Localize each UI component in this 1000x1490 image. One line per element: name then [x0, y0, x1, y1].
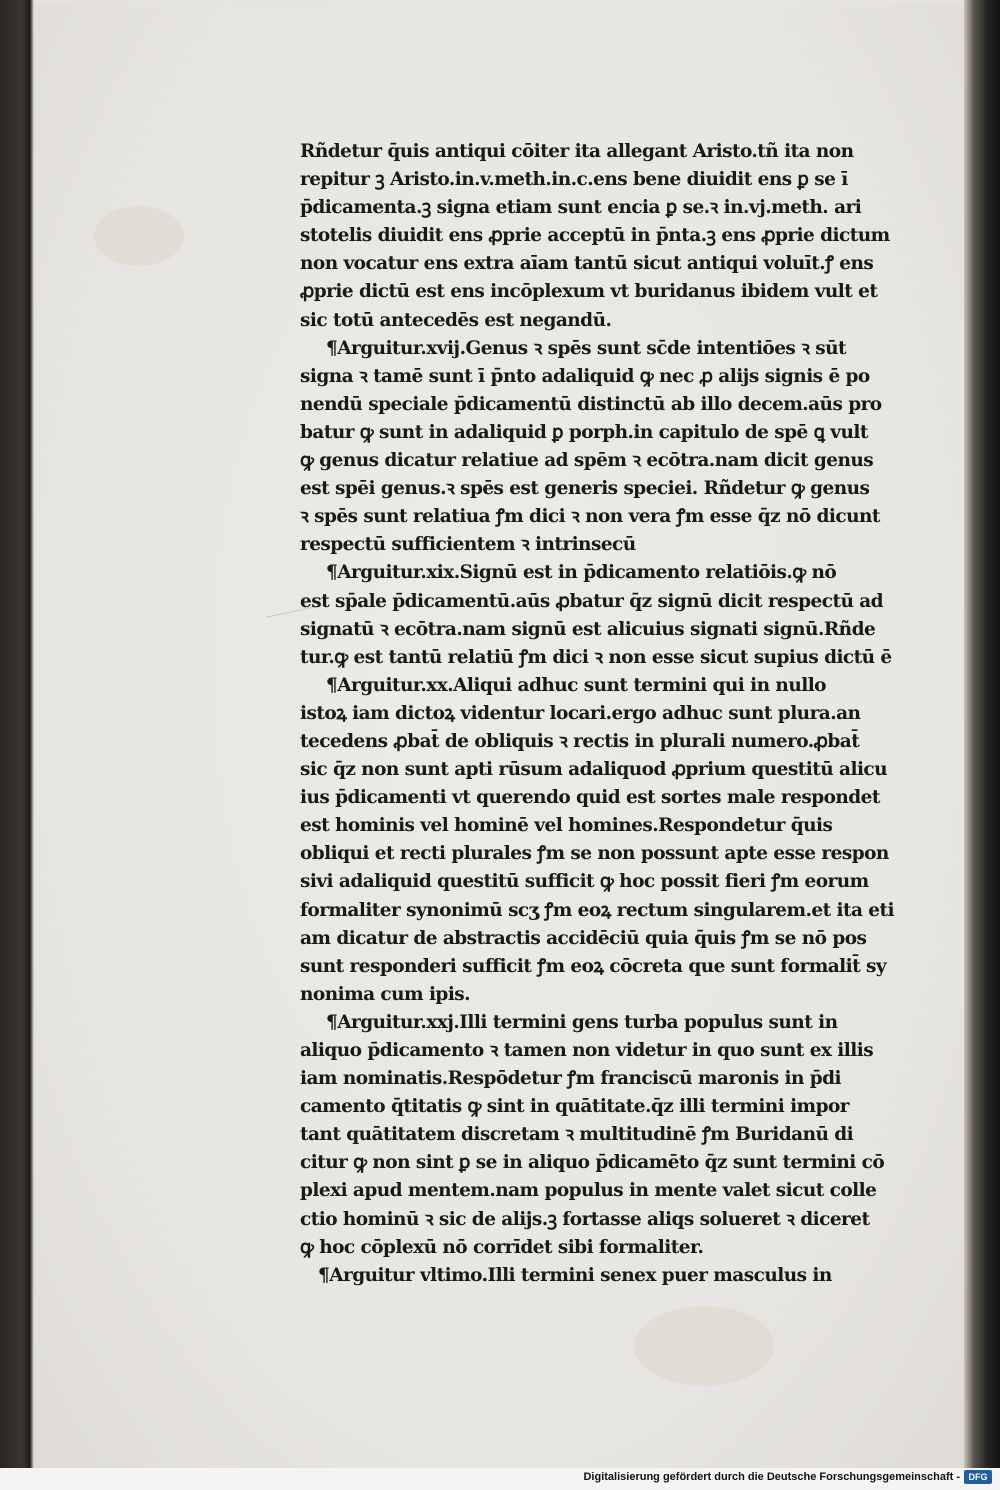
text-line: istoꝝ iam dictoꝝ videntur locari.ergo adhuc sunt plura.an: [300, 702, 861, 724]
text-line: obliqui et recti plurales ꝭm se non possunt apte esse respon: [300, 843, 889, 865]
text-line: ꝛ spēs sunt relatiua ꝭm dici ꝛ non vera ꝭm esse q̄z nō dicunt: [300, 506, 880, 528]
text-line: stotelis diuidit ens ꝓprie acceptū in p̄nta.ꝫ ens ꝓprie dictum: [300, 225, 890, 247]
text-line: est hominis vel hominē vel homines.Respondetur q̄uis: [300, 815, 833, 837]
text-line: sic totū antecedēs est negandū.: [300, 309, 612, 331]
text-line: est sp̄ale p̄dicamentū.aūs ꝓbatur q̄z signū dicit respectū ad: [300, 590, 884, 612]
page-stain: [634, 1306, 774, 1386]
text-line: sivi adaliquid questitū sufficit ꝙ hoc possit fieri ꝭm eorum: [300, 871, 869, 893]
text-line: ꝙ genus dicatur relatiue ad spēm ꝛ ecōtra.nam dicit genus: [300, 450, 874, 472]
text-line: ¶Arguitur.xix.Signū est in p̄dicamento relatiōis.ꝙ nō: [326, 562, 837, 584]
text-line: citur ꝙ non sint ꝑ se in aliquo p̄dicamēto q̄z sunt termini cō: [300, 1152, 885, 1174]
text-line: Rñdetur q̄uis antiqui cōiter ita allegant Aristo.tñ ita non: [300, 141, 854, 162]
text-line: camento q̄titatis ꝙ sint in quātitate.q̄z illi termini impor: [300, 1096, 849, 1118]
text-line: respectū sufficientem ꝛ intrinsecū: [300, 534, 636, 556]
page-edge-shadow: [964, 0, 1000, 1470]
text-column: [300, 138, 912, 1290]
text-line: signatū ꝛ ecōtra.nam signū est alicuius signati signū.Rñde: [300, 618, 876, 640]
text-line: non vocatur ens extra aīam tantū sicut antiqui voluīt.ꝭ ens: [300, 253, 874, 275]
text-line: tant quātitatem discretam ꝛ multitudinē ꝭm Buridanū di: [300, 1124, 854, 1146]
text-line: ctio hominū ꝛ sic de alijs.ꝫ fortasse aliqs solueret ꝛ diceret: [300, 1208, 870, 1230]
text-line: ꝓprie dictū est ens incōplexum vt buridanus ibidem vult et: [300, 281, 878, 303]
text-line: sunt responderi sufficit ꝭm eoꝝ cōcreta que sunt formalit̄ sy: [300, 955, 887, 977]
text-line: ꝙ hoc cōplexū nō corrīdet sibi formaliter.: [300, 1236, 704, 1258]
text-line: aliquo p̄dicamento ꝛ tamen non videtur in quo sunt ex illis: [300, 1040, 874, 1061]
text-line: sic q̄z non sunt apti rūsum adaliquod ꝓprium questitū alicu: [300, 759, 888, 781]
text-line: ius p̄dicamenti vt querendo quid est sortes male respondet: [300, 787, 880, 809]
dfg-logo: DFG: [964, 1470, 992, 1484]
text-line: ¶Arguitur.xx.Aliqui adhuc sunt termini qui in nullo: [326, 674, 826, 696]
text-line: am dicatur de abstractis accidēciū quia q̄uis ꝭm se nō pos: [300, 927, 867, 949]
text-line: formaliter synonimū scʒ ꝭm eoꝝ rectum singularem.et ita eti: [300, 899, 894, 921]
text-line: plexi apud mentem.nam populus in mente valet sicut colle: [300, 1180, 877, 1202]
text-line: ¶Arguitur.xxj.Illi termini gens turba populus sunt in: [326, 1011, 838, 1033]
text-line: iam nominatis.Respōdetur ꝭm franciscū maronis in p̄di: [300, 1068, 842, 1090]
text-line: repitur ꝫ Aristo.in.v.meth.in.c.ens bene diuidit ens ꝑ se ī: [300, 169, 848, 191]
text-line: tur.ꝙ est tantū relatiū ꝭm dici ꝛ non esse sicut supius dictū ē: [300, 646, 892, 668]
funding-credit: Digitalisierung gefördert durch die Deutsche Forschungsgemeinschaft -: [583, 1471, 960, 1483]
text-line: signa ꝛ tamē sunt ī p̄nto adaliquid ꝙ nec ꝓ alijs signis ē po: [300, 365, 870, 387]
text-line: ¶Arguitur vltimo.Illi termini senex puer masculus in: [318, 1264, 832, 1286]
text-line: batur ꝙ sunt in adaliquid ꝑ porph.in capitulo de spē ꝗ vult: [300, 421, 868, 443]
page-stain: [94, 206, 184, 266]
text-line: est spēi genus.ꝛ spēs est generis speciei. Rñdetur ꝙ genus: [300, 478, 870, 500]
text-line: nonima cum ipis.: [300, 983, 471, 1005]
text-line: tecedens ꝓbat̄ de obliquis ꝛ rectis in plurali numero.ꝓbat̄: [300, 730, 860, 752]
text-line: p̄dicamenta.ꝫ signa etiam sunt encia ꝑ se.ꝛ in.vj.meth. ari: [300, 197, 862, 219]
text-line: ¶Arguitur.xvij.Genus ꝛ spēs sunt sc̄de intentiōes ꝛ sūt: [326, 337, 847, 359]
text-line: nendū speciale p̄dicamentū distinctū ab illo decem.aūs pro: [300, 393, 882, 415]
